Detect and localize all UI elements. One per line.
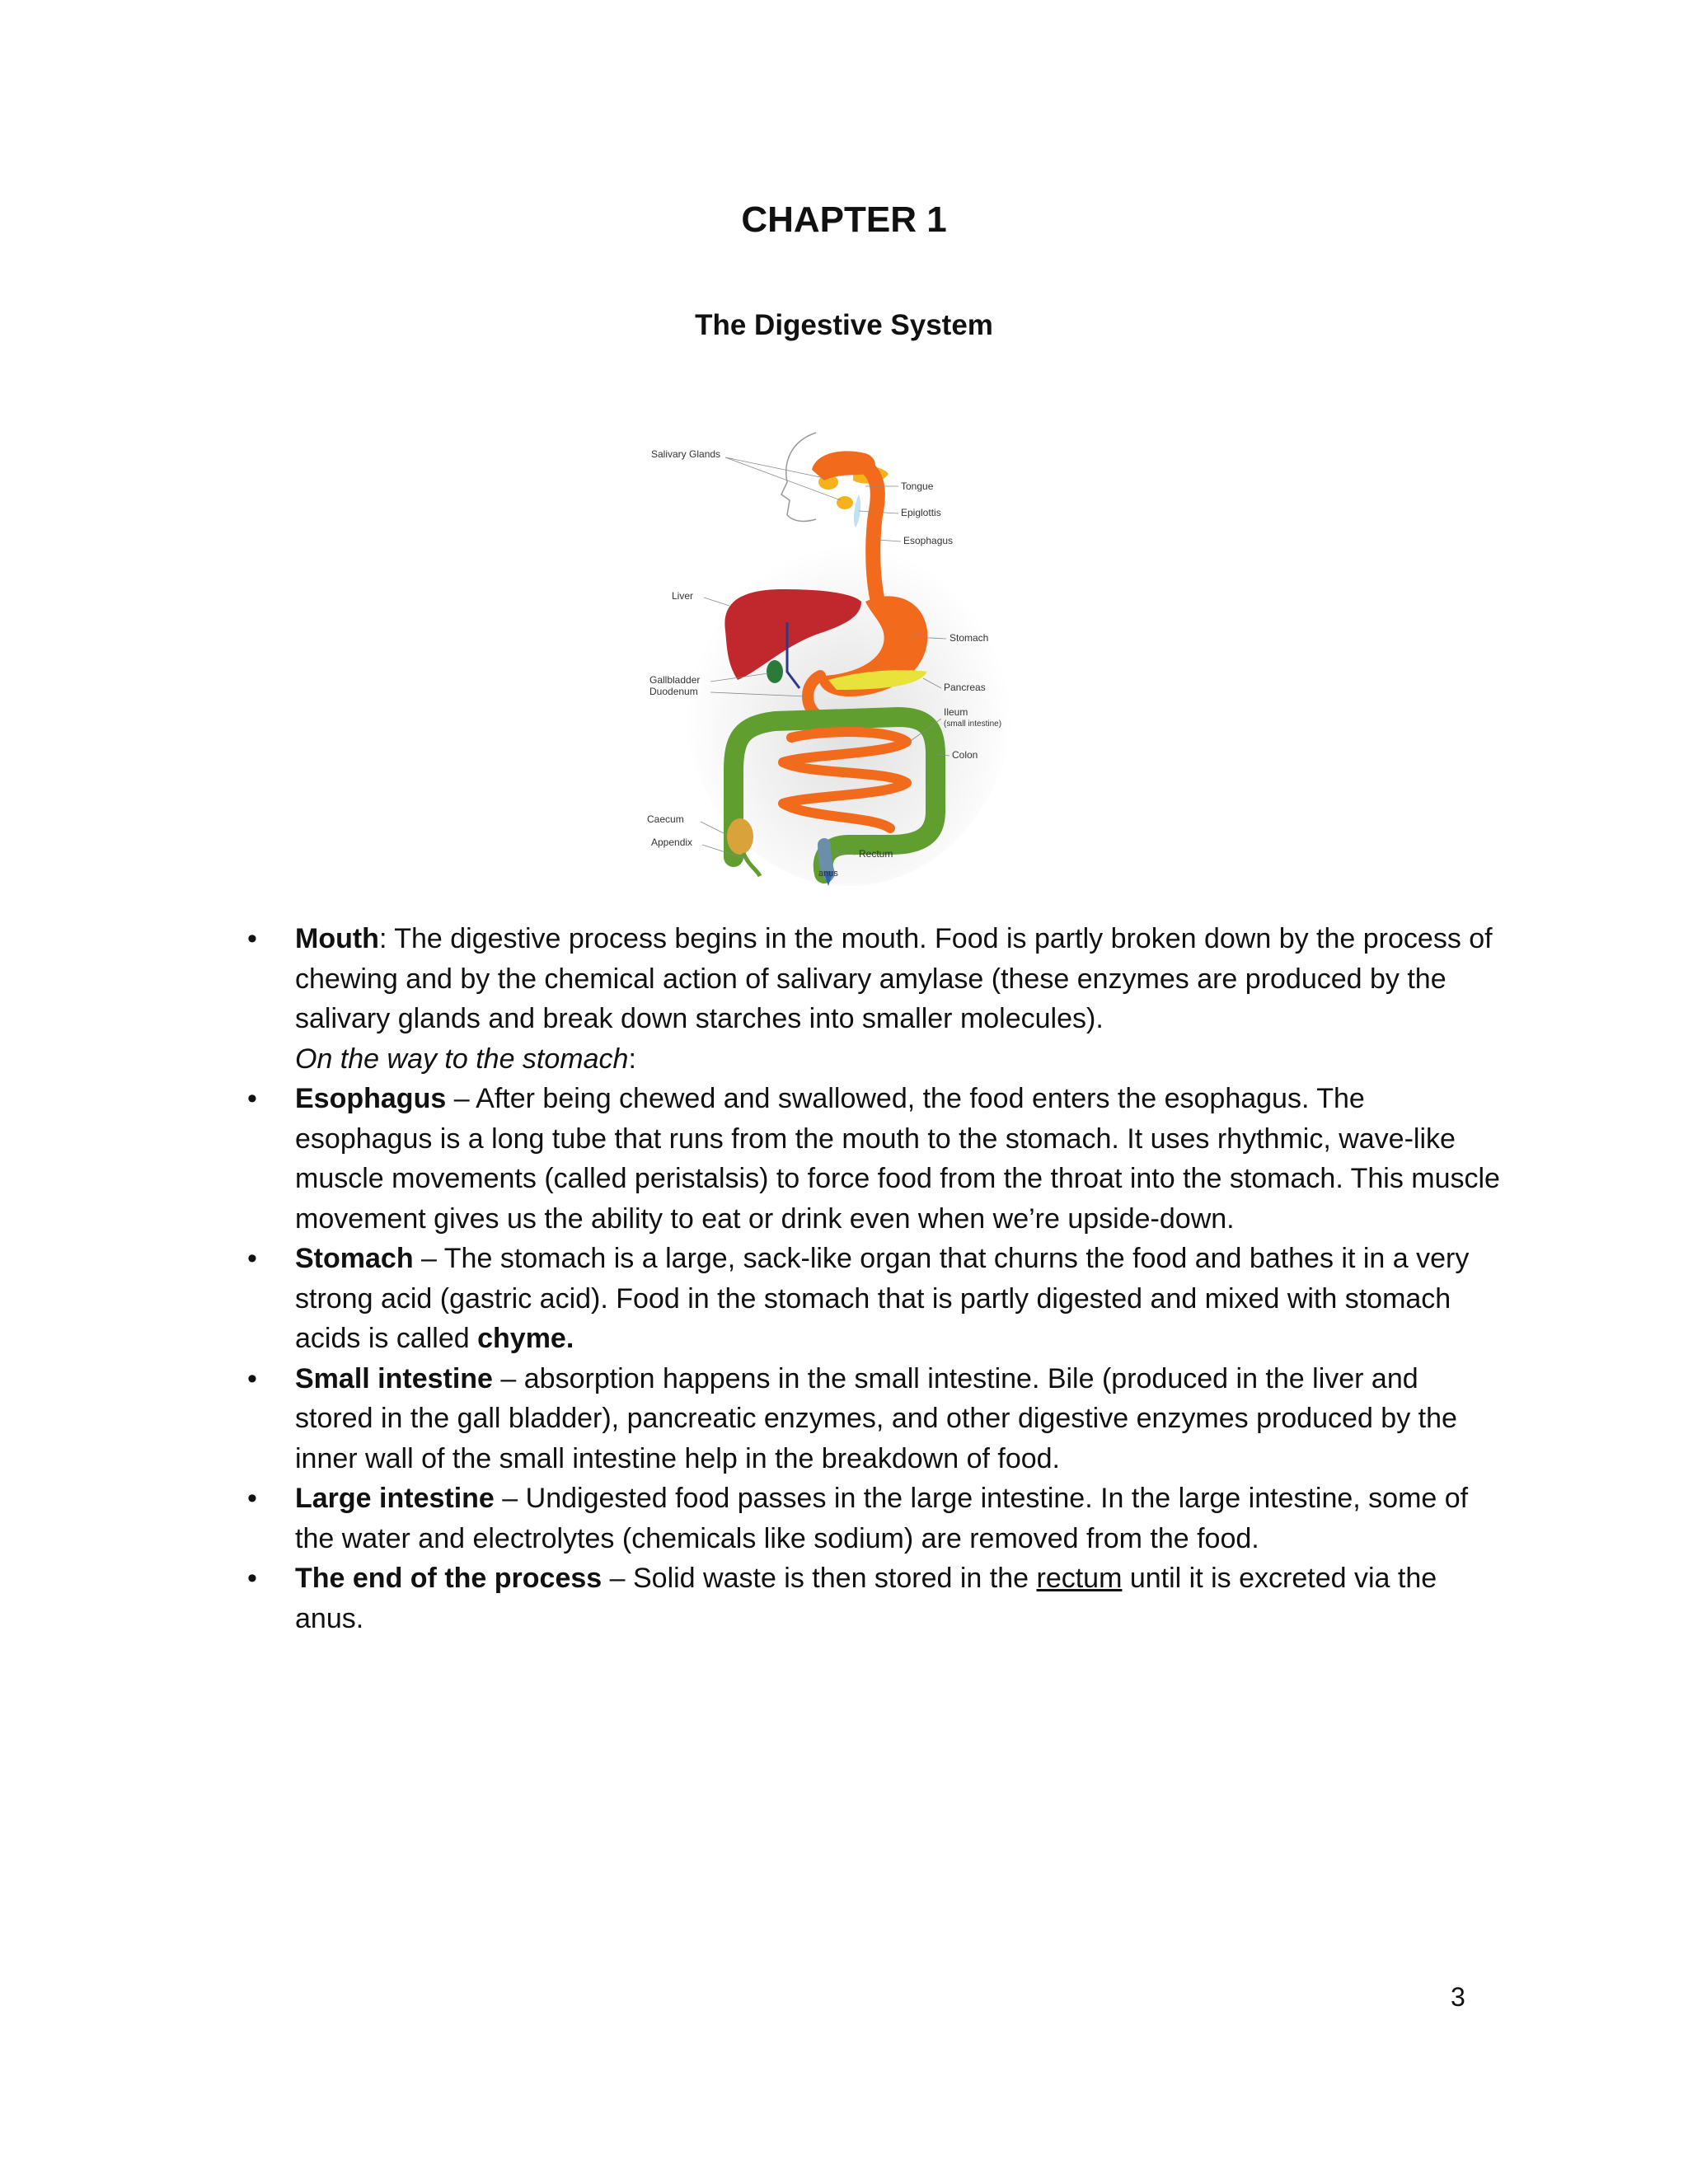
label-salivary-glands: Salivary Glands: [651, 448, 721, 460]
caecum-shape: [727, 818, 753, 855]
list-item-esophagus: [247, 1079, 1500, 1239]
list-item-stomach: [247, 1239, 1500, 1359]
label-esophagus: Esophagus: [903, 535, 954, 546]
label-gallbladder: Gallbladder: [649, 674, 701, 686]
text-end-of-process-after: until it is excreted via the anus.: [295, 1563, 1437, 1634]
text-end-of-process: – Solid waste is then stored in the: [602, 1563, 1037, 1594]
bullet: •: [247, 923, 257, 954]
term-small-intestine: Small intestine: [295, 1362, 493, 1394]
label-colon: Colon: [952, 749, 978, 761]
label-caecum: Caecum: [647, 813, 684, 825]
label-ileum: Ileum: [944, 706, 968, 718]
bullet: •: [247, 1362, 257, 1394]
text-large-intestine: – Undigested food passes in the large intestine. In the large intestine, some of the water and electrolytes (chemicals like sodium) are removed from the food.: [295, 1483, 1469, 1554]
digestive-system-diagram: [643, 424, 1055, 886]
label-stomach: Stomach: [950, 632, 989, 644]
chapter-title: CHAPTER 1: [741, 199, 947, 240]
page-number: 3: [1451, 1982, 1465, 2012]
label-anus: anus: [818, 869, 838, 879]
section-title: The Digestive System: [695, 309, 993, 341]
text-esophagus: – After being chewed and swallowed, the food enters the esophagus. The esophagus is a long tube that runs from the mouth to the stomach. It uses rhythmic, wave-like muscle movements (called peristalsis) to force food from the throat into the stomach. This muscle movement gives us the ability to eat or drink even when we’re upside-down.: [295, 1083, 1500, 1235]
text-small-intestine: – absorption happens in the small intestine. Bile (produced in the liver and stored in the gall bladder), pancreatic enzymes, and other digestive enzymes produced by the inner wall of the small intestine help in the breakdown of food.: [295, 1362, 1457, 1474]
gallbladder-shape: [767, 660, 783, 683]
subnote: On the way to the stomach: [295, 1043, 629, 1075]
label-rectum: Rectum: [859, 848, 893, 860]
label-liver: Liver: [672, 590, 694, 602]
salivary-gland-shape: [837, 496, 853, 509]
list-item-large-intestine: [247, 1479, 1500, 1558]
term-esophagus: Esophagus: [295, 1083, 447, 1114]
term-mouth: Mouth: [295, 923, 379, 954]
bullet: •: [247, 1243, 257, 1274]
text-stomach: – The stomach is a large, sack-like organ that churns the food and bathes it in a very strong acid (gastric acid). Food in the stomach that is partly digested and mixed with stomach acids is called: [295, 1243, 1470, 1354]
term-chyme: chyme.: [477, 1323, 574, 1354]
bullet: •: [247, 1483, 257, 1514]
list-item-end-of-process: [247, 1558, 1500, 1638]
digestive-system-illustration: [643, 424, 1055, 886]
bullet: •: [247, 1083, 257, 1114]
bullet: •: [247, 1563, 257, 1594]
term-stomach: Stomach: [295, 1243, 414, 1274]
text-mouth: : The digestive process begins in the mouth. Food is partly broken down by the process of chewing and by the chemical action of salivary amylase (these enzymes are produced by the salivary glands and break down starches into smaller molecules).: [295, 923, 1493, 1034]
term-end-of-process: The end of the process: [295, 1563, 603, 1594]
organ-list: [247, 919, 1500, 1638]
label-epiglottis: Epiglottis: [901, 507, 941, 518]
label-pancreas: Pancreas: [944, 682, 986, 693]
subnote-suffix: :: [628, 1043, 636, 1075]
list-item-mouth: [247, 919, 1500, 1079]
label-ileum-note: (small intestine): [944, 719, 1002, 729]
label-appendix: Appendix: [651, 837, 693, 848]
label-duodenum: Duodenum: [649, 686, 698, 697]
underlined-rectum: rectum: [1036, 1563, 1123, 1594]
list-item-small-intestine: [247, 1359, 1500, 1479]
label-tongue: Tongue: [901, 480, 934, 492]
term-large-intestine: Large intestine: [295, 1483, 495, 1514]
